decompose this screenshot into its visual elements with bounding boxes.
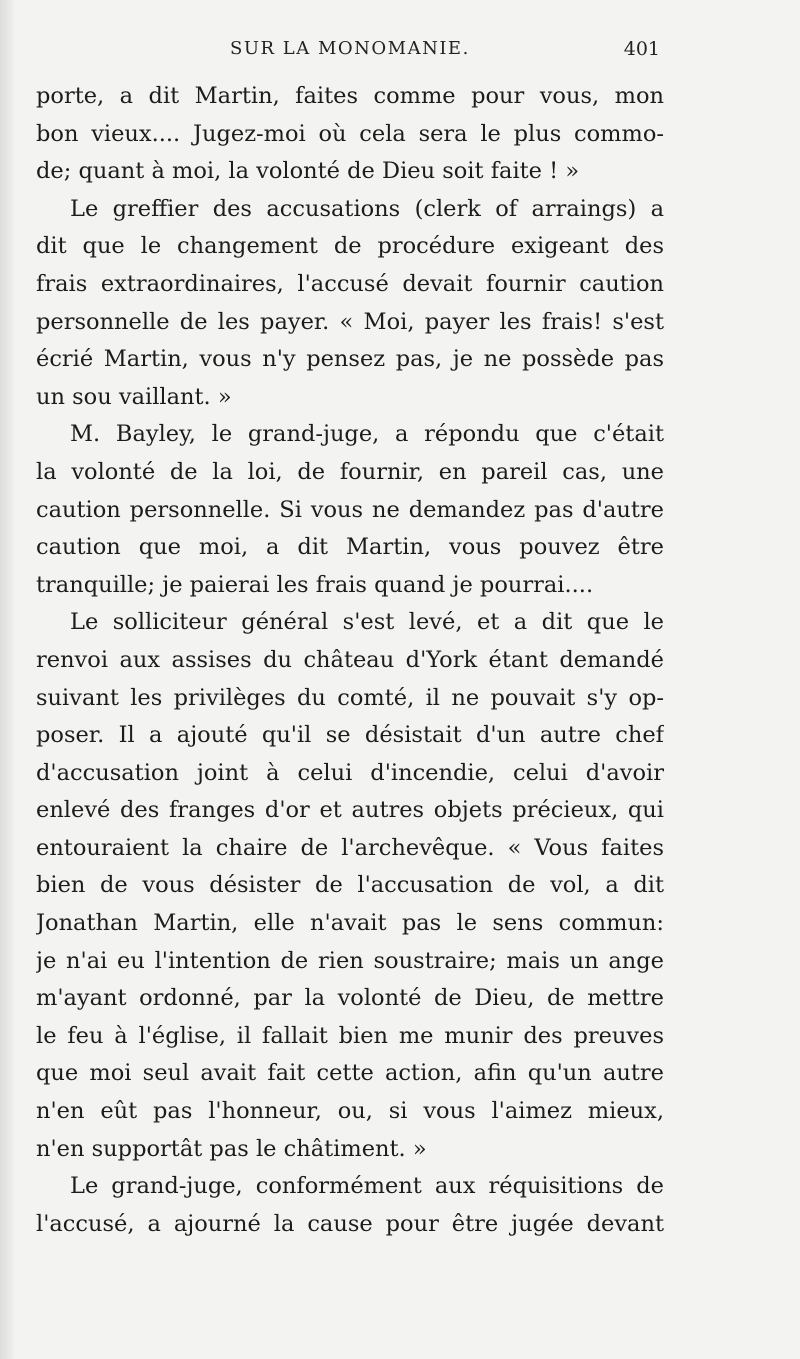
text-line: d'accusation joint à celui d'incendie, celui d'avoir xyxy=(36,759,664,786)
text-line: que moi seul avait fait cette action, afin qu'un autre xyxy=(36,1060,664,1087)
text-line: de; quant à moi, la volonté de Dieu soit faite ! » xyxy=(36,158,580,185)
page-number: 401 xyxy=(623,38,660,60)
text-line: M. Bayley, le grand-juge, a répondu que c'était xyxy=(70,421,664,448)
text-line: l'accusé, a ajourné la cause pour être jugée devant xyxy=(36,1210,664,1237)
text-line: caution que moi, a dit Martin, vous pouvez être xyxy=(36,534,664,561)
text-line: un sou vaillant. » xyxy=(36,383,232,410)
text-line: n'en eût pas l'honneur, ou, si vous l'aimez mieux, xyxy=(36,1098,664,1125)
text-line: renvoi aux assises du château d'York étant demandé xyxy=(36,646,664,673)
text-line: Le solliciteur général s'est levé, et a dit que le xyxy=(70,609,664,636)
text-line: Le grand-juge, conformément aux réquisitions de xyxy=(70,1173,664,1200)
text-line: la volonté de la loi, de fournir, en pareil cas, une xyxy=(36,458,664,485)
text-line: suivant les privilèges du comté, il ne pouvait s'y op- xyxy=(36,684,664,711)
page-gutter-shadow xyxy=(0,0,14,1359)
text-line: dit que le changement de procédure exigeant des xyxy=(36,233,664,260)
text-line: poser. Il a ajouté qu'il se désistait d'un autre chef xyxy=(36,722,664,749)
text-line: je n'ai eu l'intention de rien soustraire; mais un ange xyxy=(36,947,664,974)
text-line: bon vieux.... Jugez-moi où cela sera le plus commo- xyxy=(36,120,664,147)
text-line: le feu à l'église, il fallait bien me munir des preuves xyxy=(36,1022,664,1049)
text-line: écrié Martin, vous n'y pensez pas, je ne possède pas xyxy=(36,346,664,373)
running-title: SUR LA MONOMANIE. xyxy=(230,38,470,59)
page-header xyxy=(220,38,660,68)
text-line: bien de vous désister de l'accusation de vol, a dit xyxy=(36,872,664,899)
text-line: Jonathan Martin, elle n'avait pas le sens commun: xyxy=(36,910,664,937)
text-line: tranquille; je paierai les frais quand je pourrai.... xyxy=(36,571,594,598)
text-line: porte, a dit Martin, faites comme pour vous, mon xyxy=(36,83,664,109)
text-line: personnelle de les payer. « Moi, payer les frais! s'est xyxy=(36,308,664,335)
text-line: n'en supportât pas le châtiment. » xyxy=(36,1135,427,1162)
text-line: Le greffier des accusations (clerk of arraings) a xyxy=(70,195,664,222)
text-line: caution personnelle. Si vous ne demandez pas d'autre xyxy=(36,496,664,523)
text-line: m'ayant ordonné, par la volonté de Dieu, de mettre xyxy=(36,985,664,1012)
text-line: enlevé des franges d'or et autres objets précieux, qui xyxy=(36,797,664,824)
body-text xyxy=(36,78,664,1243)
text-line: frais extraordinaires, l'accusé devait fournir caution xyxy=(36,270,664,297)
text-line: entouraient la chaire de l'archevêque. « Vous faites xyxy=(36,834,664,861)
